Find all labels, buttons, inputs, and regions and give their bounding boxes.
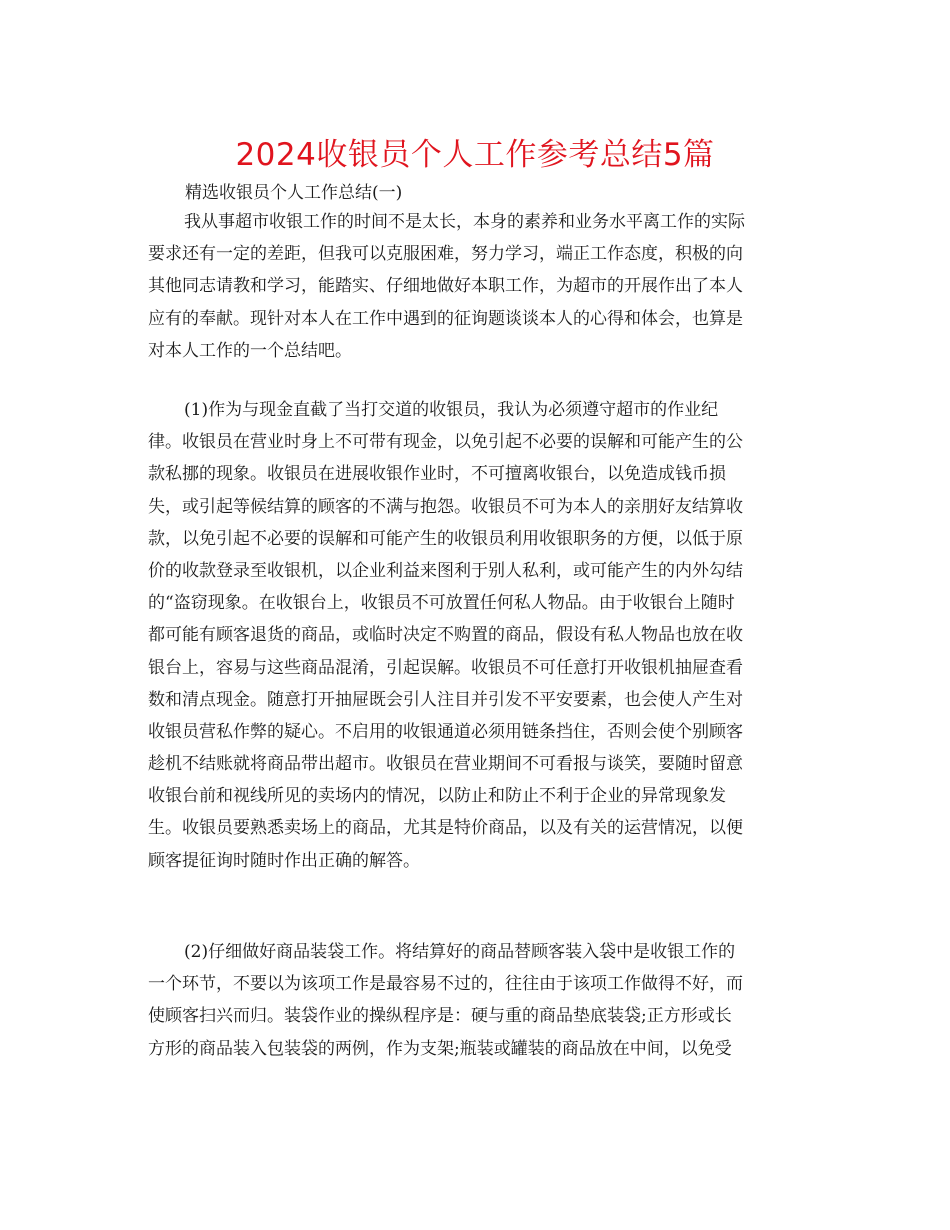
paragraph-line: 收银员营私作弊的疑心。不启用的收银通道必须用链条挡住，否则会使个别顾客	[148, 721, 743, 742]
paragraph-line: 应有的奉献。现针对本人在工作中遇到的征询题谈谈本人的心得和体会，也算是	[148, 308, 743, 329]
section-heading: 精选收银员个人工作总结(一)	[185, 183, 403, 203]
paragraph-line: 失，或引起等候结算的顾客的不满与抱怨。收银员不可为本人的亲朋好友结算收	[148, 496, 743, 517]
paragraph-line: 我从事超市收银工作的时间不是太长，本身的素养和业务水平离工作的实际	[184, 212, 745, 232]
paragraph-line: 收银台前和视线所见的卖场内的情况，以防止和防止不利于企业的异常现象发	[148, 786, 726, 807]
paragraph-line: 银台上，容易与这些商品混淆，引起误解。收银员不可任意打开收银机抽屉查看	[148, 657, 743, 678]
paragraph-line: 款私挪的现象。收银员在进展收银作业时，不可擅离收银台，以免造成钱币损	[148, 464, 726, 485]
paragraph-line: 一个环节，不要以为该项工作是最容易不过的，往往由于该项工作做得不好，而	[148, 974, 743, 995]
paragraph-line: (1)作为与现金直截了当打交道的收银员，我认为必须遵守超市的作业纪	[184, 400, 719, 420]
paragraph-line: 价的收款登录至收银机，以企业利益来图利于别人私利，或可能产生的内外勾结	[148, 560, 743, 581]
paragraph-line: 其他同志请教和学习，能踏实、仔细地做好本职工作，为超市的开展作出了本人	[148, 276, 743, 297]
paragraph-line: (2)仔细做好商品装袋工作。将结算好的商品替顾客装入袋中是收银工作的	[184, 942, 736, 962]
paragraph-point-1	[148, 394, 808, 877]
paragraph-line: 顾客提征询时随时作出正确的解答。	[148, 850, 420, 871]
paragraph-line: 方形的商品装入包装袋的两例，作为支架;瓶装或罐装的商品放在中间，以免受	[148, 1038, 732, 1059]
paragraph-line: 要求还有一定的差距，但我可以克服困难，努力学习，端正工作态度，积极的向	[148, 244, 743, 265]
paragraph-line: 使顾客扫兴而归。装袋作业的操纵程序是：硬与重的商品垫底装袋;正方形或长	[148, 1006, 732, 1027]
paragraph-line: 数和清点现金。随意打开抽屉既会引人注目并引发不平安要素，也会使人产生对	[148, 689, 743, 710]
document-title: 2024收银员个人工作参考总结5篇	[235, 137, 715, 173]
paragraph-line: 对本人工作的一个总结吧。	[148, 340, 352, 361]
paragraph-line: 都可能有顾客退货的商品，或临时决定不购置的商品，假设有私人物品也放在收	[148, 625, 743, 646]
paragraph-line: 的“盗窃现象。在收银台上，收银员不可放置任何私人物品。由于收银台上随时	[148, 593, 735, 614]
paragraph-line: 生。收银员要熟悉卖场上的商品，尤其是特价商品，以及有关的运营情况，以便	[148, 818, 743, 839]
paragraph-point-2	[148, 936, 808, 1065]
paragraph-line: 趁机不结账就将商品带出超市。收银员在营业期间不可看报与谈笑，要随时留意	[148, 754, 743, 775]
paragraph-line: 款，以免引起不必要的误解和可能产生的收银员利用收银职务的方便，以低于原	[148, 528, 743, 549]
paragraph-line: 律。收银员在营业时身上不可带有现金，以免引起不必要的误解和可能产生的公	[148, 432, 743, 453]
paragraph-intro	[148, 206, 808, 367]
